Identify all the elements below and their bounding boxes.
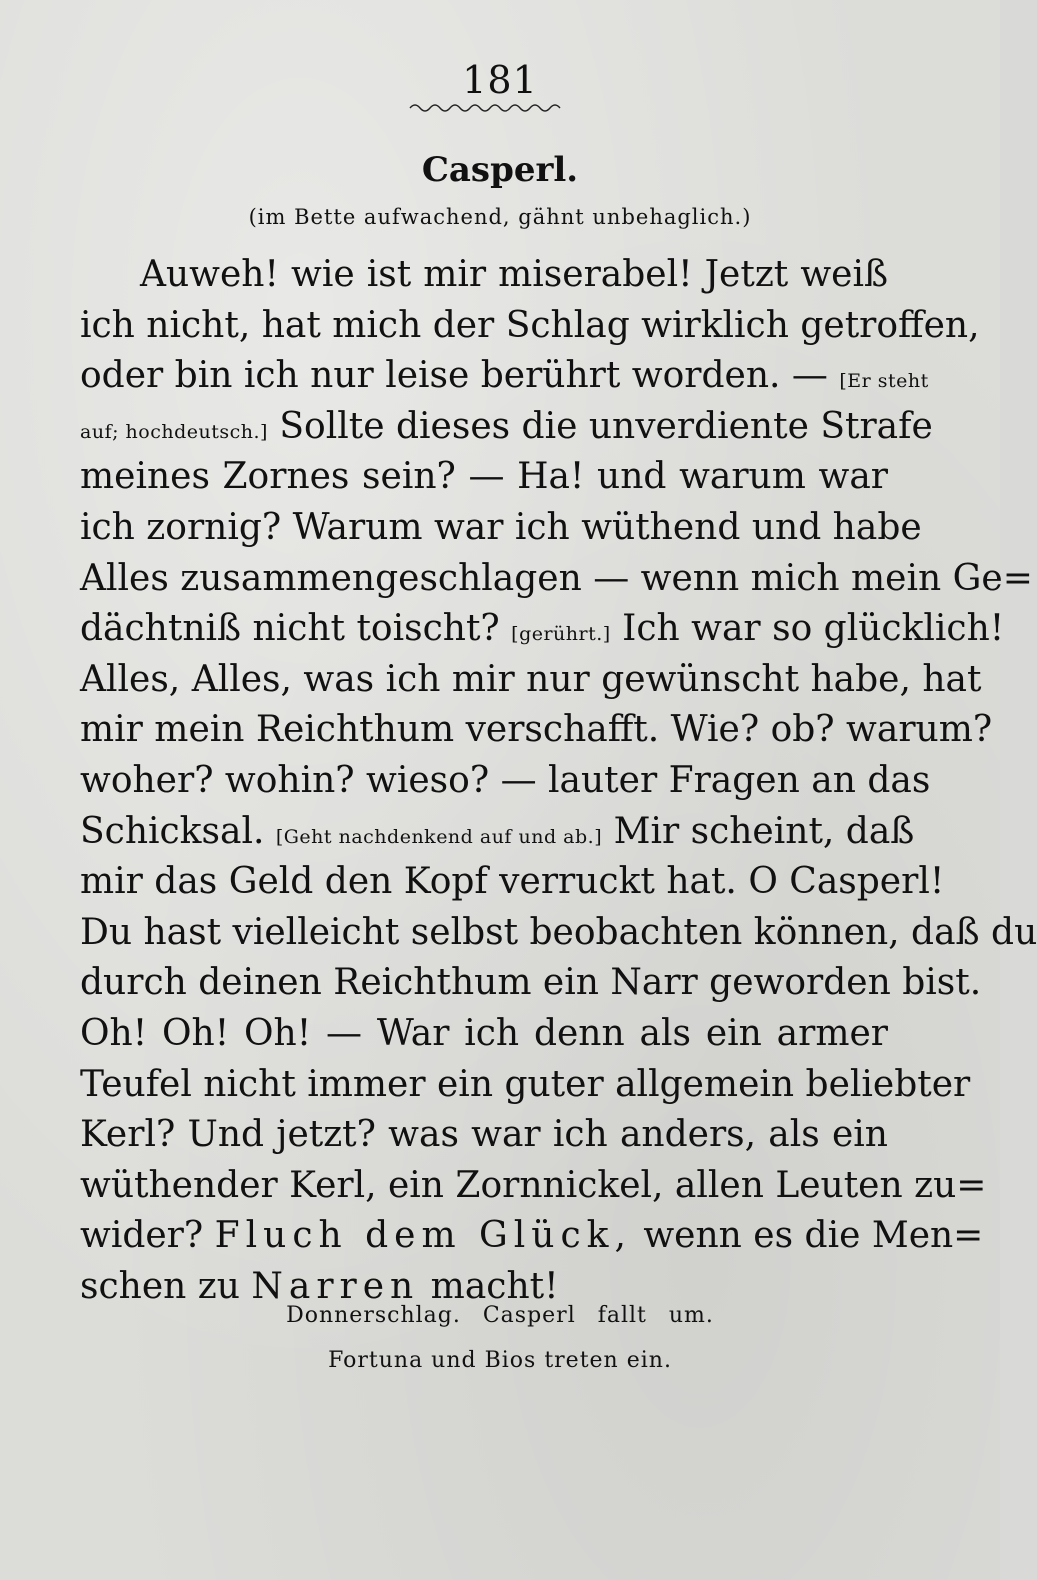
text-line xyxy=(80,756,931,807)
text-line xyxy=(80,655,982,706)
text-line xyxy=(80,604,1005,655)
text-line xyxy=(80,250,888,301)
text-segment: durch deinen Reichthum ein Narr geworden bist. xyxy=(80,962,982,1004)
emphasized-spaced-text: Narren xyxy=(251,1265,420,1307)
text-line xyxy=(80,908,1037,959)
text-line xyxy=(80,857,945,908)
text-segment: macht! xyxy=(419,1265,559,1307)
speaker-name: Casperl. xyxy=(421,150,579,190)
text-segment: Teufel nicht immer ein guter allgemein beliebter xyxy=(80,1063,971,1105)
text-segment: Auweh! wie ist mir miserabel! Jetzt weiß xyxy=(140,254,888,295)
text-segment: meines Zornes sein? — Ha! und warum war xyxy=(80,456,888,498)
text-segment: wider? xyxy=(80,1215,215,1257)
text-segment: woher? wohin? wieso? — lauter Fragen an das xyxy=(80,759,931,801)
stage-direction-bottom-1: Donnerschlag. Casperl fallt um. xyxy=(286,1303,714,1328)
text-line xyxy=(80,1060,971,1111)
text-segment: wüthender Kerl, ein Zornnickel, allen Leuten zu= xyxy=(80,1164,987,1206)
page-number: 181 xyxy=(462,58,538,102)
text-segment: Sollte dieses die unverdiente Strafe xyxy=(267,405,933,447)
text-segment: dächtniß nicht toischt? xyxy=(80,608,512,650)
inline-stage-direction: [Er steht xyxy=(839,370,929,393)
text-segment: Kerl? Und jetzt? was war ich anders, als ein xyxy=(80,1114,888,1156)
text-line xyxy=(80,958,982,1009)
text-segment: Alles zusammengeschlagen — wenn mich mein Ge= xyxy=(80,557,1033,599)
text-segment: ich nicht, hat mich der Schlag wirklich getroffen, xyxy=(80,304,980,346)
text-segment: ich zornig? Warum war ich wüthend und habe xyxy=(80,506,922,548)
text-line xyxy=(80,402,933,453)
text-line xyxy=(80,1009,888,1060)
text-line xyxy=(80,301,980,352)
stage-direction-bottom-2: Fortuna und Bios treten ein. xyxy=(328,1348,672,1373)
text-line xyxy=(80,1211,984,1262)
text-line xyxy=(80,351,929,402)
text-line xyxy=(80,503,922,554)
text-line xyxy=(80,807,915,858)
text-line xyxy=(80,554,1033,605)
dialogue-text xyxy=(80,250,1037,1312)
text-line xyxy=(80,452,888,503)
text-segment: Du hast vielleicht selbst beobachten können, daß du xyxy=(80,911,1037,953)
wave-ornament-divider xyxy=(410,101,560,115)
text-segment: mir mein Reichthum verschafft. Wie? ob? warum? xyxy=(80,709,993,751)
text-segment: mir das Geld den Kopf verruckt hat. O Casperl! xyxy=(80,861,945,903)
inline-stage-direction: auf; hochdeutsch.] xyxy=(80,420,268,443)
inline-stage-direction: [Geht nachdenkend auf und ab.] xyxy=(275,825,603,848)
text-segment: Oh! Oh! Oh! — War ich denn als ein armer xyxy=(80,1012,888,1054)
text-segment: oder bin ich nur leise berührt worden. — xyxy=(80,355,840,397)
text-line xyxy=(80,1161,987,1212)
text-segment: schen zu xyxy=(80,1265,252,1307)
text-segment: Mir scheint, daß xyxy=(602,810,915,852)
text-line xyxy=(80,1110,888,1161)
text-segment: Ich war so glücklich! xyxy=(610,608,1005,650)
text-line xyxy=(80,705,993,756)
inline-stage-direction: [gerührt.] xyxy=(511,623,611,646)
text-segment: wenn es die Men= xyxy=(631,1215,984,1257)
text-segment: Alles, Alles, was ich mir nur gewünscht habe, hat xyxy=(80,658,982,700)
stage-direction-top: (im Bette aufwachend, gähnt unbehaglich.) xyxy=(248,205,752,229)
emphasized-spaced-text: Fluch dem Glück, xyxy=(214,1215,632,1257)
text-segment: Schicksal. xyxy=(80,810,276,852)
